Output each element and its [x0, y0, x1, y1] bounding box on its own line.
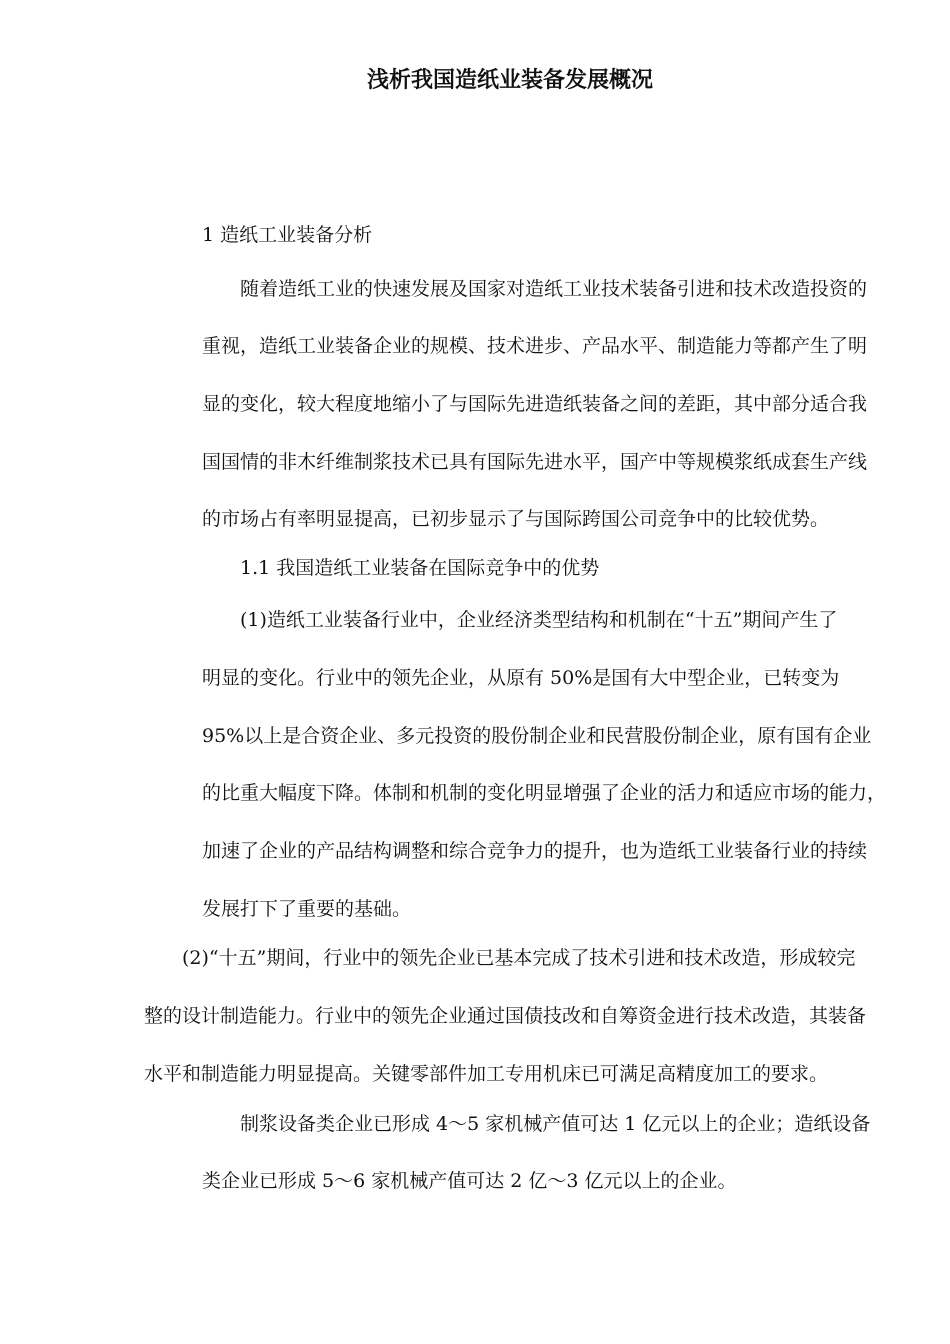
paragraph-line: 发展打下了重要的基础。 — [202, 898, 412, 920]
section-heading-1: 1 造纸工业装备分析 — [202, 224, 373, 246]
paragraph-line: 水平和制造能力明显提高。关键零部件加工专用机床已可满足高精度加工的要求。 — [144, 1063, 829, 1085]
paragraph-line: 随着造纸工业的快速发展及国家对造纸工业技术装备引进和技术改造投资的 — [240, 278, 868, 300]
paragraph-line: 显的变化，较大程度地缩小了与国际先进造纸装备之间的差距，其中部分适合我 — [202, 393, 868, 415]
paragraph-line: 的比重大幅度下降。体制和机制的变化明显增强了企业的活力和适应市场的能力， — [202, 782, 887, 804]
paragraph-line: 国国情的非木纤维制浆技术已具有国际先进水平，国产中等规模浆纸成套生产线 — [202, 451, 868, 473]
paragraph-line: 制浆设备类企业已形成 4～5 家机械产值可达 1 亿元以上的企业；造纸设备 — [240, 1113, 871, 1135]
document-title: 浅析我国造纸业装备发展概况 — [366, 67, 653, 93]
paragraph-line: 明显的变化。行业中的领先企业，从原有 50%是国有大中型企业，已转变为 — [202, 667, 840, 689]
paragraph-line: 重视，造纸工业装备企业的规模、技术进步、产品水平、制造能力等都产生了明 — [202, 335, 868, 357]
paragraph-line: (1)造纸工业装备行业中，企业经济类型结构和机制在“十五”期间产生了 — [240, 609, 838, 631]
subsection-heading-1-1: 1.1 我国造纸工业装备在国际竞争中的优势 — [240, 557, 600, 579]
paragraph-line: 95%以上是合资企业、多元投资的股份制企业和民营股份制企业，原有国有企业 — [202, 725, 872, 747]
paragraph-line: (2)“十五”期间，行业中的领先企业已基本完成了技术引进和技术改造，形成较完 — [182, 947, 856, 969]
paragraph-line: 整的设计制造能力。行业中的领先企业通过国债技改和自筹资金进行技术改造，其装备 — [144, 1005, 867, 1027]
paragraph-line: 的市场占有率明显提高，已初步显示了与国际跨国公司竞争中的比较优势。 — [202, 508, 830, 530]
paragraph-line: 类企业已形成 5～6 家机械产值可达 2 亿～3 亿元以上的企业。 — [202, 1170, 737, 1192]
paragraph-line: 加速了企业的产品结构调整和综合竞争力的提升，也为造纸工业装备行业的持续 — [202, 840, 868, 862]
